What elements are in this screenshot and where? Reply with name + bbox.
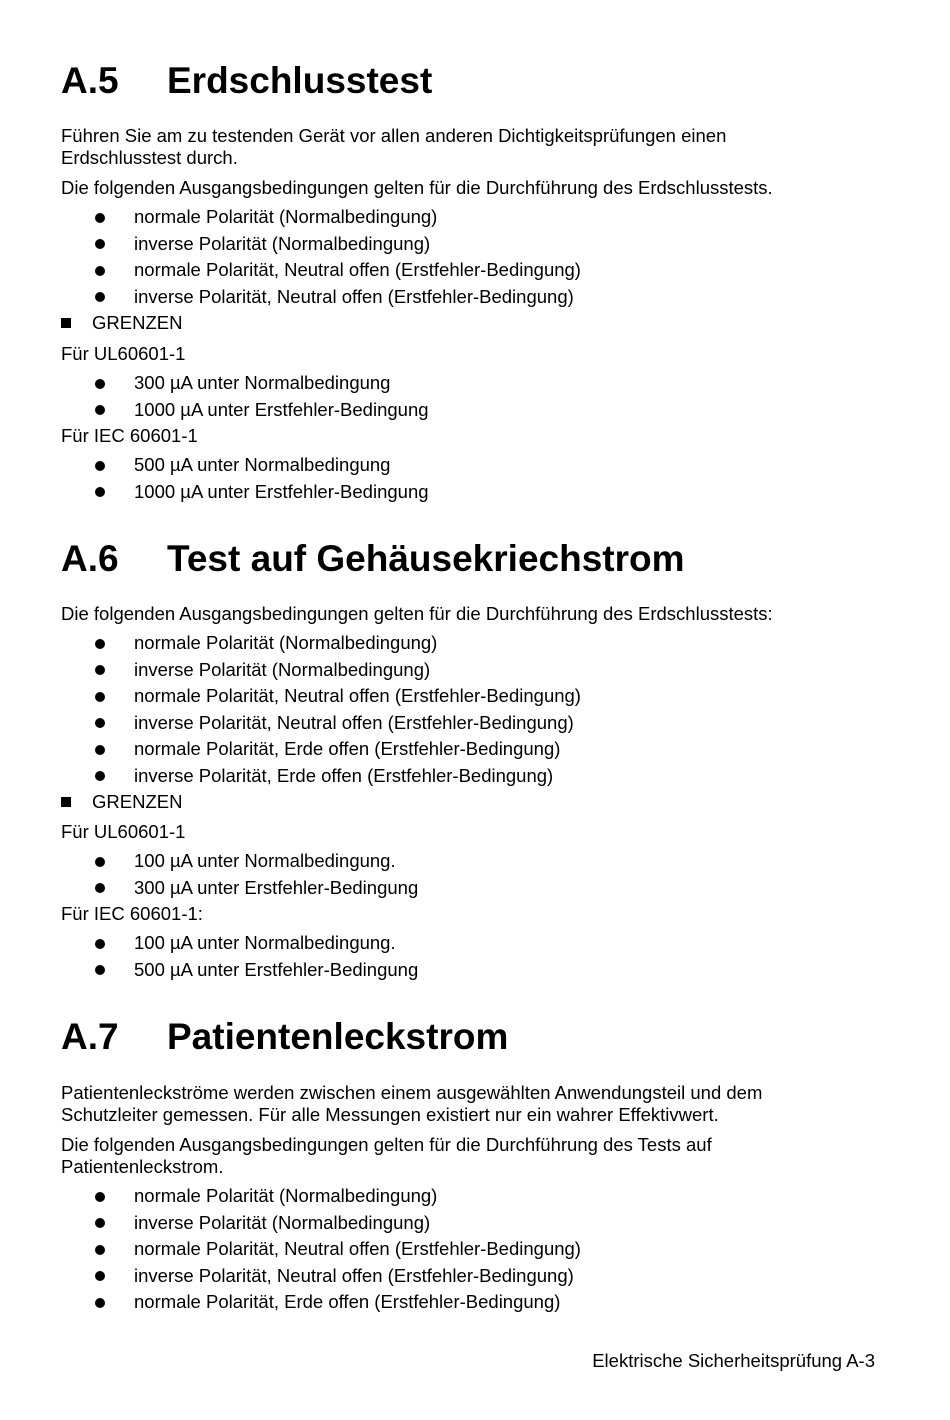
list-item: normale Polarität (Normalbedingung) xyxy=(61,204,581,231)
section-number: A.6 xyxy=(61,538,119,579)
conditions-list xyxy=(61,1183,581,1316)
section-title: Test auf Gehäusekriechstrom xyxy=(167,538,685,579)
section-title: Erdschlusstest xyxy=(167,60,433,101)
list-item: inverse Polarität, Neutral offen (Erstfehler-Bedingung) xyxy=(61,710,581,737)
list-item: 100 µA unter Normalbedingung. xyxy=(61,848,418,875)
limits-heading: GRENZEN xyxy=(61,789,182,815)
list-item: normale Polarität (Normalbedingung) xyxy=(61,630,581,657)
list-item: inverse Polarität, Erde offen (Erstfehler-Bedingung) xyxy=(61,763,581,790)
list-item: 500 µA unter Erstfehler-Bedingung xyxy=(61,957,418,984)
limits-list xyxy=(61,452,429,505)
section-number: A.7 xyxy=(61,1016,119,1057)
paragraph: Führen Sie am zu testenden Gerät vor allen anderen Dichtigkeitsprüfungen einen Erdschlusstest durch. xyxy=(61,125,727,168)
list-item: inverse Polarität (Normalbedingung) xyxy=(61,231,581,258)
standard-label: Für UL60601-1 xyxy=(61,343,186,364)
section-title: Patientenleckstrom xyxy=(167,1016,509,1057)
conditions-list xyxy=(61,630,581,789)
list-item: 300 µA unter Erstfehler-Bedingung xyxy=(61,875,418,902)
section-heading xyxy=(61,62,432,99)
standard-label: Für IEC 60601-1: xyxy=(61,903,203,924)
list-item: inverse Polarität (Normalbedingung) xyxy=(61,657,581,684)
list-item: inverse Polarität (Normalbedingung) xyxy=(61,1210,581,1237)
page-footer: Elektrische Sicherheitsprüfung A-3 xyxy=(592,1350,875,1371)
conditions-list xyxy=(61,204,581,310)
list-item: 100 µA unter Normalbedingung. xyxy=(61,930,418,957)
limits-list xyxy=(61,370,429,423)
limits-list xyxy=(61,848,418,901)
list-item: normale Polarität (Normalbedingung) xyxy=(61,1183,581,1210)
list-item: 300 µA unter Normalbedingung xyxy=(61,370,429,397)
paragraph: Die folgenden Ausgangsbedingungen gelten für die Durchführung des Erdschlusstests: xyxy=(61,603,773,624)
standard-label: Für UL60601-1 xyxy=(61,821,186,842)
section-heading xyxy=(61,540,685,577)
list-item: 1000 µA unter Erstfehler-Bedingung xyxy=(61,397,429,424)
list-item: 1000 µA unter Erstfehler-Bedingung xyxy=(61,479,429,506)
list-item: normale Polarität, Neutral offen (Erstfehler-Bedingung) xyxy=(61,683,581,710)
list-item: inverse Polarität, Neutral offen (Erstfehler-Bedingung) xyxy=(61,1263,581,1290)
paragraph: Die folgenden Ausgangsbedingungen gelten für die Durchführung des Tests auf Patientenleckstrom. xyxy=(61,1134,712,1177)
list-item: normale Polarität, Neutral offen (Erstfehler-Bedingung) xyxy=(61,257,581,284)
list-item: normale Polarität, Erde offen (Erstfehler-Bedingung) xyxy=(61,736,581,763)
list-item: normale Polarität, Erde offen (Erstfehler-Bedingung) xyxy=(61,1289,581,1316)
section-number: A.5 xyxy=(61,60,119,101)
list-item: 500 µA unter Normalbedingung xyxy=(61,452,429,479)
limits-list xyxy=(61,930,418,983)
limits-heading: GRENZEN xyxy=(61,310,182,336)
list-item: inverse Polarität, Neutral offen (Erstfehler-Bedingung) xyxy=(61,284,581,311)
paragraph: Die folgenden Ausgangsbedingungen gelten für die Durchführung des Erdschlusstests. xyxy=(61,177,773,198)
paragraph: Patientenleckströme werden zwischen einem ausgewählten Anwendungsteil und dem Schutzleiter gemessen. Für alle Messungen existiert nur ein wahrer Effektivwert. xyxy=(61,1082,763,1125)
list-item: normale Polarität, Neutral offen (Erstfehler-Bedingung) xyxy=(61,1236,581,1263)
standard-label: Für IEC 60601-1 xyxy=(61,425,198,446)
section-heading xyxy=(61,1018,508,1055)
